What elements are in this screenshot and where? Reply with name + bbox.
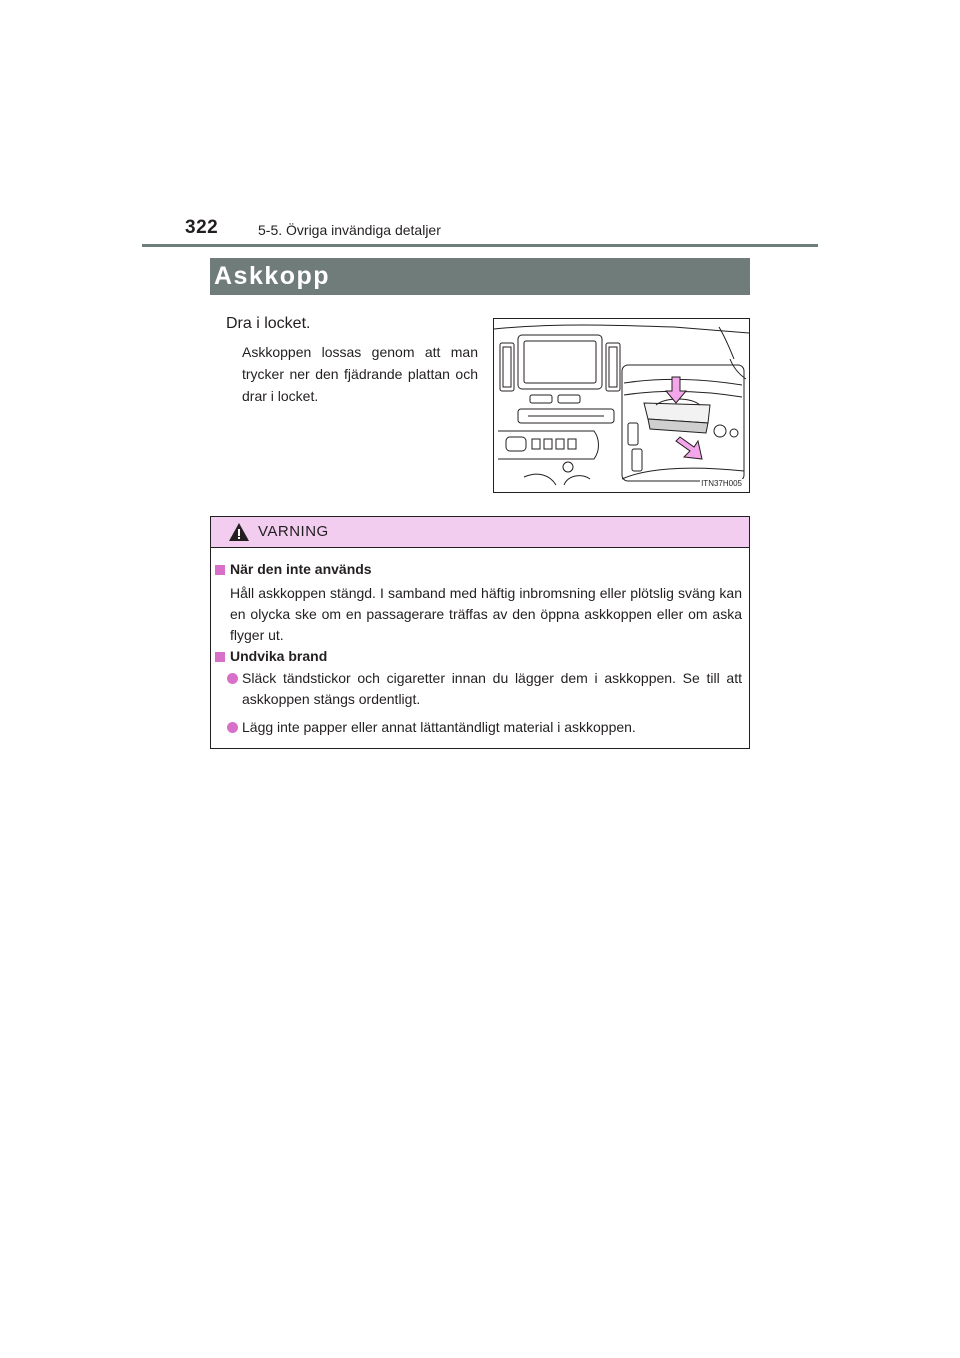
square-bullet-icon — [215, 565, 225, 575]
round-bullet-icon — [227, 722, 238, 733]
step-instruction: Dra i locket. — [226, 315, 311, 332]
round-bullet-icon — [227, 673, 238, 684]
warning-item-text: Håll askkoppen stängd. I samband med häftig inbromsning eller plötslig sväng kan en olycka ske om en passagerare träffas av den öppna askkoppen eller om aska flyger ut. — [230, 585, 742, 643]
dashboard-illustration — [494, 319, 749, 492]
page-title: Askkopp — [214, 262, 331, 290]
header-divider — [142, 244, 818, 247]
warning-item-heading: Undvika brand — [230, 648, 328, 664]
warning-bullet-text: Släck tändstickor och cigaretter innan du lägger dem i askkoppen. Se till att askkoppen stängs ordentligt. — [242, 670, 742, 707]
warning-bullet-text: Lägg inte papper eller annat lättantändligt material i askkoppen. — [242, 719, 636, 735]
warning-header — [211, 517, 749, 548]
figure-code: ITN37H005 — [701, 479, 742, 488]
page-number: 322 — [185, 217, 219, 238]
warning-triangle-icon — [228, 522, 250, 542]
step-description: Askkoppen lossas genom att man trycker ner den fjädrande plattan och drar i locket. — [242, 344, 478, 404]
section-label: 5-5. Övriga invändiga detaljer — [258, 222, 441, 238]
square-bullet-icon — [215, 652, 225, 662]
warning-item-heading: När den inte används — [230, 561, 372, 577]
warning-box — [210, 516, 750, 749]
title-bar — [210, 258, 750, 295]
warning-title: VARNING — [258, 523, 329, 540]
ashtray-figure — [493, 318, 750, 493]
